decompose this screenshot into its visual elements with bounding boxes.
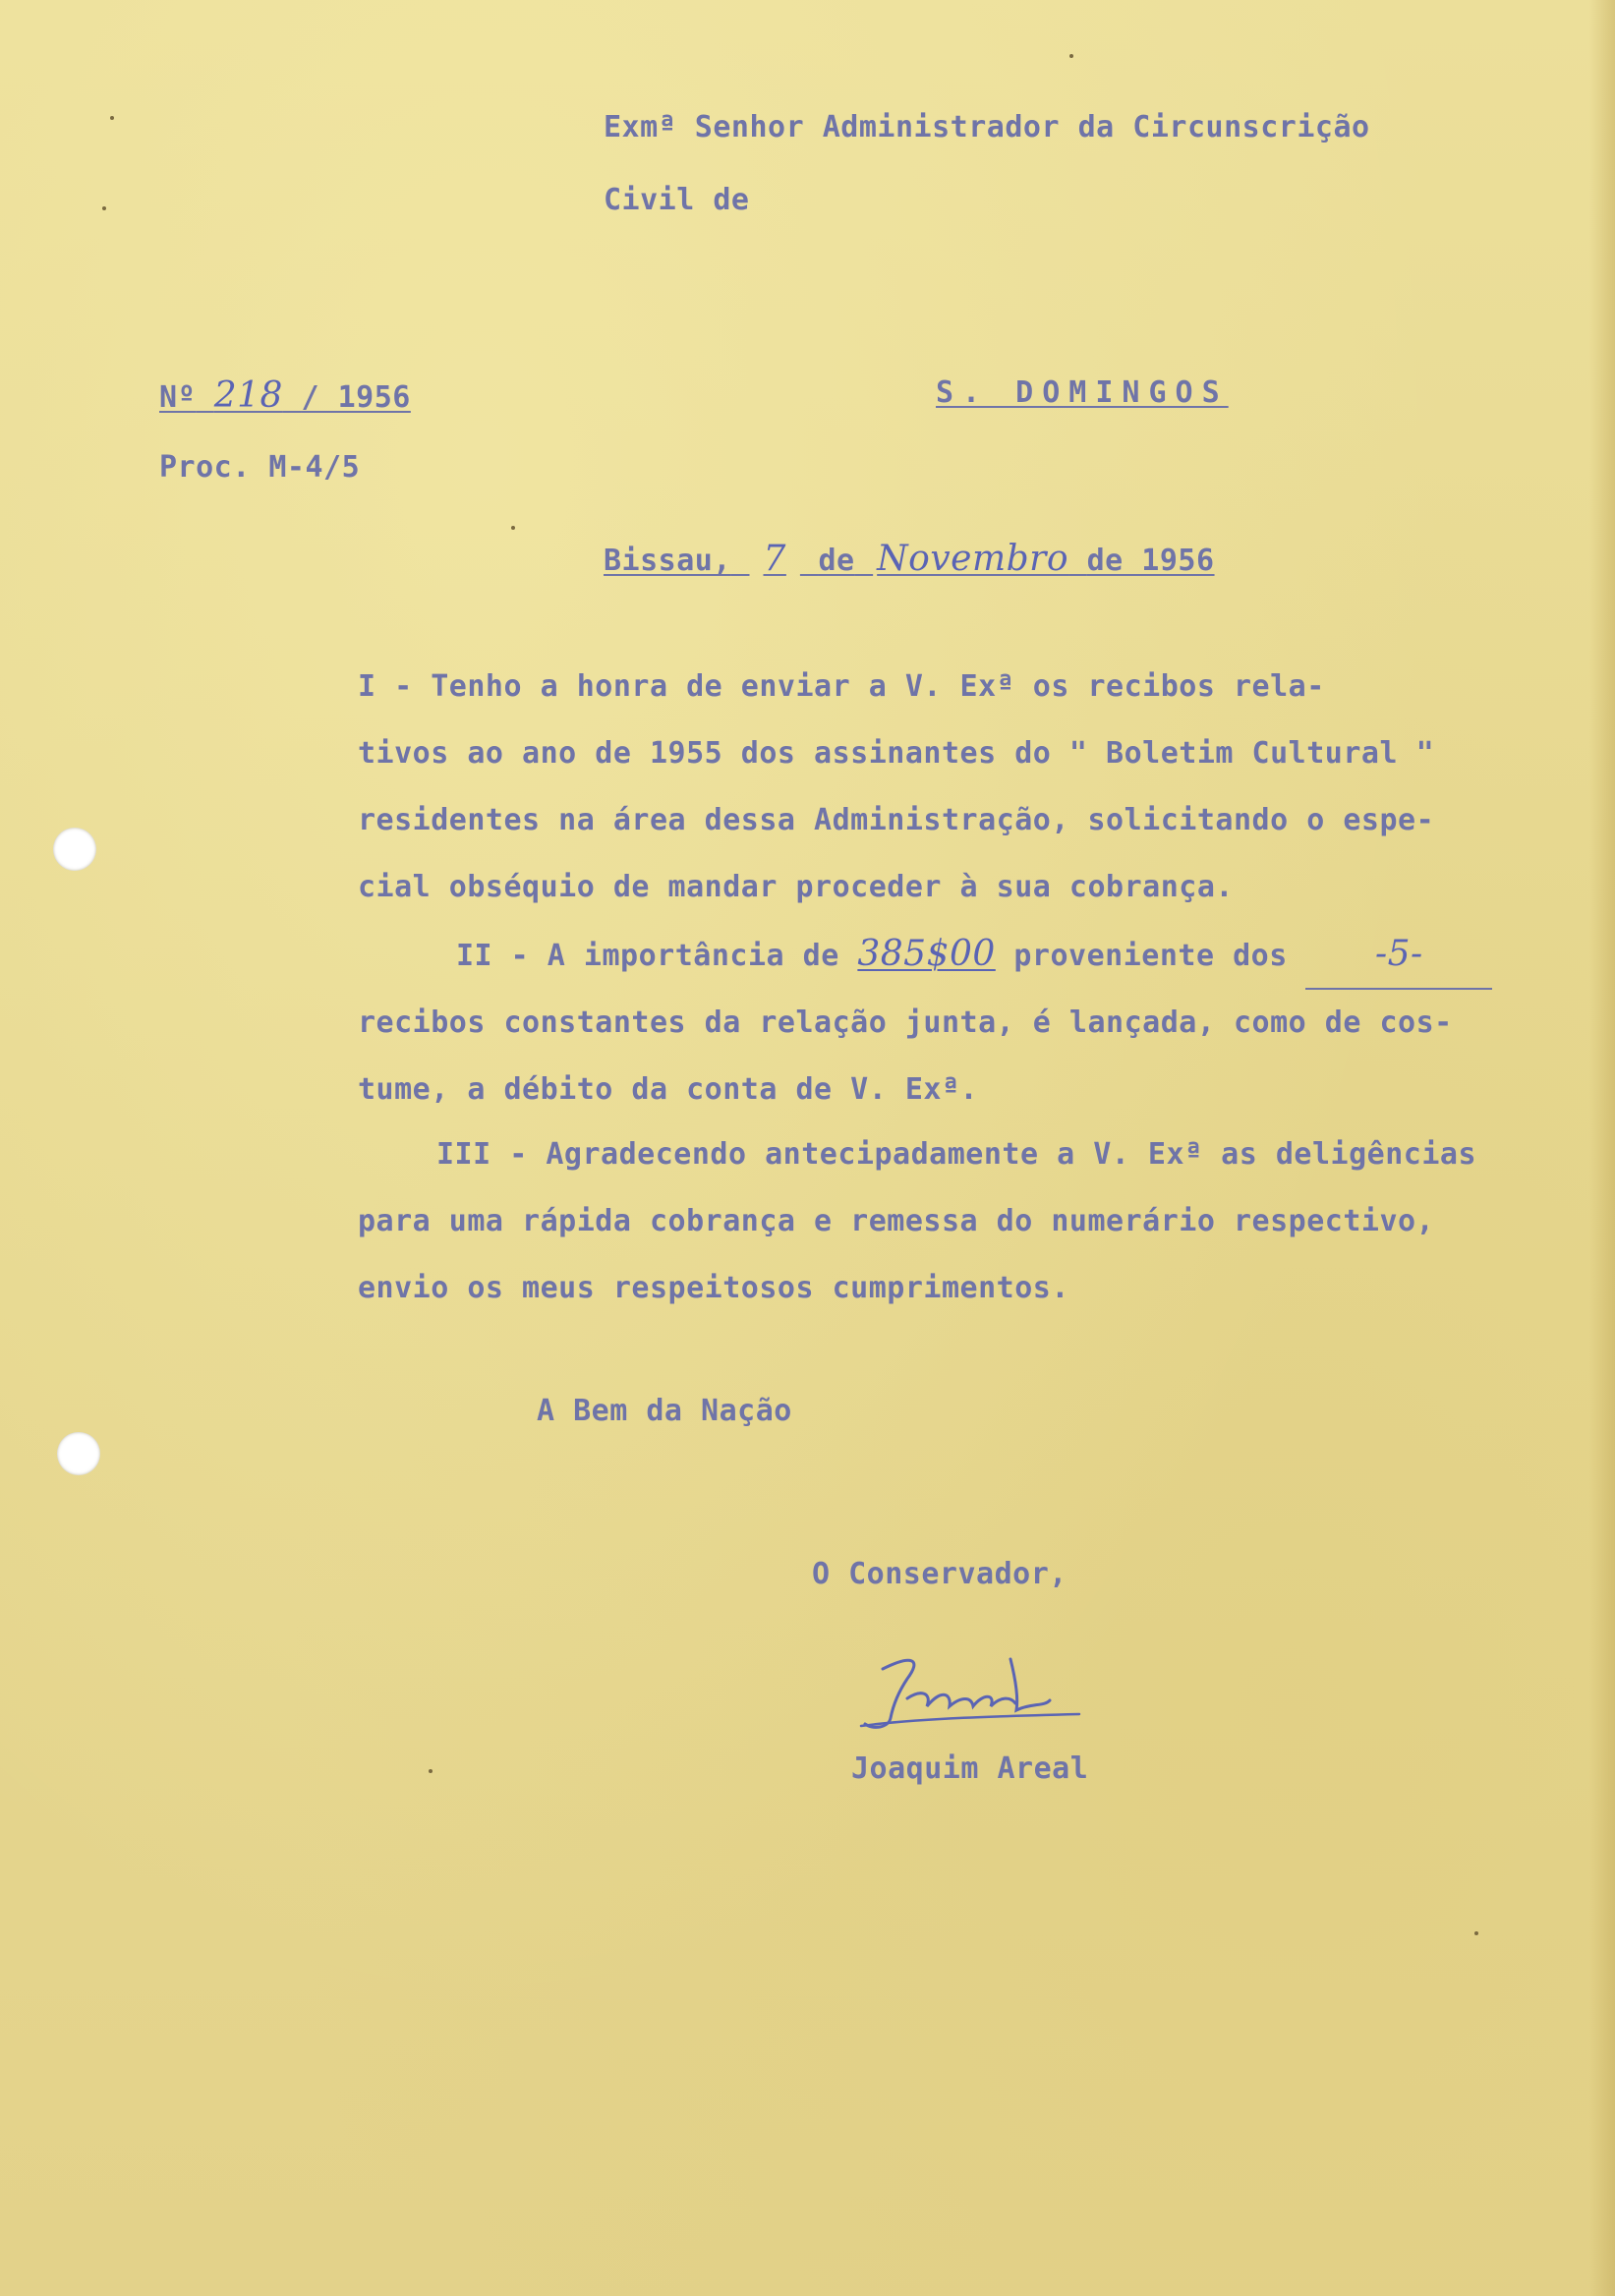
paragraph-line: tume, a débito da conta de V. Exª. (358, 1072, 979, 1107)
paragraph-line: cial obséquio de mandar proceder à sua cobrança. (358, 870, 1234, 904)
amount-handwritten: 385$00 (857, 934, 996, 974)
date-place: Bissau, (604, 544, 731, 578)
paragraph-line: tivos ao ano de 1955 dos assinantes do " Boletim Cultural " (358, 736, 1435, 771)
date-line (604, 539, 1215, 579)
number-handwritten: 218 (213, 375, 283, 416)
paragraph-line: I - Tenho a honra de enviar a V. Exª os recibos rela- (358, 669, 1325, 704)
paper-speck (110, 116, 114, 120)
reference-number (159, 375, 411, 416)
paragraph-line: residentes na área dessa Administração, solicitando o espe- (358, 803, 1435, 837)
addressee-line-2: Civil de (604, 183, 750, 217)
number-year: / 1956 (301, 380, 411, 415)
date-year: de 1956 (1086, 544, 1215, 578)
punch-hole-top (53, 828, 96, 871)
number-prefix: Nº (159, 380, 197, 415)
paragraph-3 (358, 1121, 1476, 1322)
date-de: de (818, 544, 855, 578)
para2-mid: proveniente dos (995, 939, 1306, 973)
paper-speck (102, 206, 106, 210)
paragraph-line: para uma rápida cobrança e remessa do numerário respectivo, (358, 1204, 1435, 1238)
destination: S. DOMINGOS (936, 375, 1229, 410)
punch-hole-bottom (57, 1432, 100, 1475)
addressee-line-1: Exmª Senhor Administrador da Circunscrição (604, 110, 1370, 144)
paper-speck (1069, 54, 1073, 58)
paragraph-line (358, 921, 1492, 990)
page-edge-shadow (1589, 0, 1615, 2296)
paragraph-line: envio os meus respeitosos cumprimentos. (358, 1271, 1069, 1305)
closing-salutation: A Bem da Nação (537, 1394, 792, 1428)
signatory-name: Joaquim Areal (851, 1751, 1089, 1786)
process-reference: Proc. M-4/5 (159, 450, 361, 485)
paragraph-line: III - Agradecendo antecipadamente a V. Exª as deligências (436, 1137, 1477, 1172)
receipt-count-handwritten: -5- (1305, 921, 1492, 990)
paragraph-line: recibos constantes da relação junta, é lançada, como de cos- (358, 1005, 1453, 1040)
paragraph-2 (358, 921, 1492, 1123)
paper-speck (511, 526, 515, 530)
paragraph-1-body (358, 720, 1434, 921)
para2-prefix: II - A importância de (456, 939, 858, 973)
paper-speck (429, 1769, 433, 1773)
paragraph-1-first-line (358, 654, 1325, 720)
date-month: Novembro (877, 539, 1069, 579)
signatory-title: O Conservador, (812, 1557, 1067, 1591)
date-day: 7 (763, 539, 786, 579)
paper-speck (1474, 1931, 1478, 1935)
handwritten-signature (853, 1649, 1109, 1748)
